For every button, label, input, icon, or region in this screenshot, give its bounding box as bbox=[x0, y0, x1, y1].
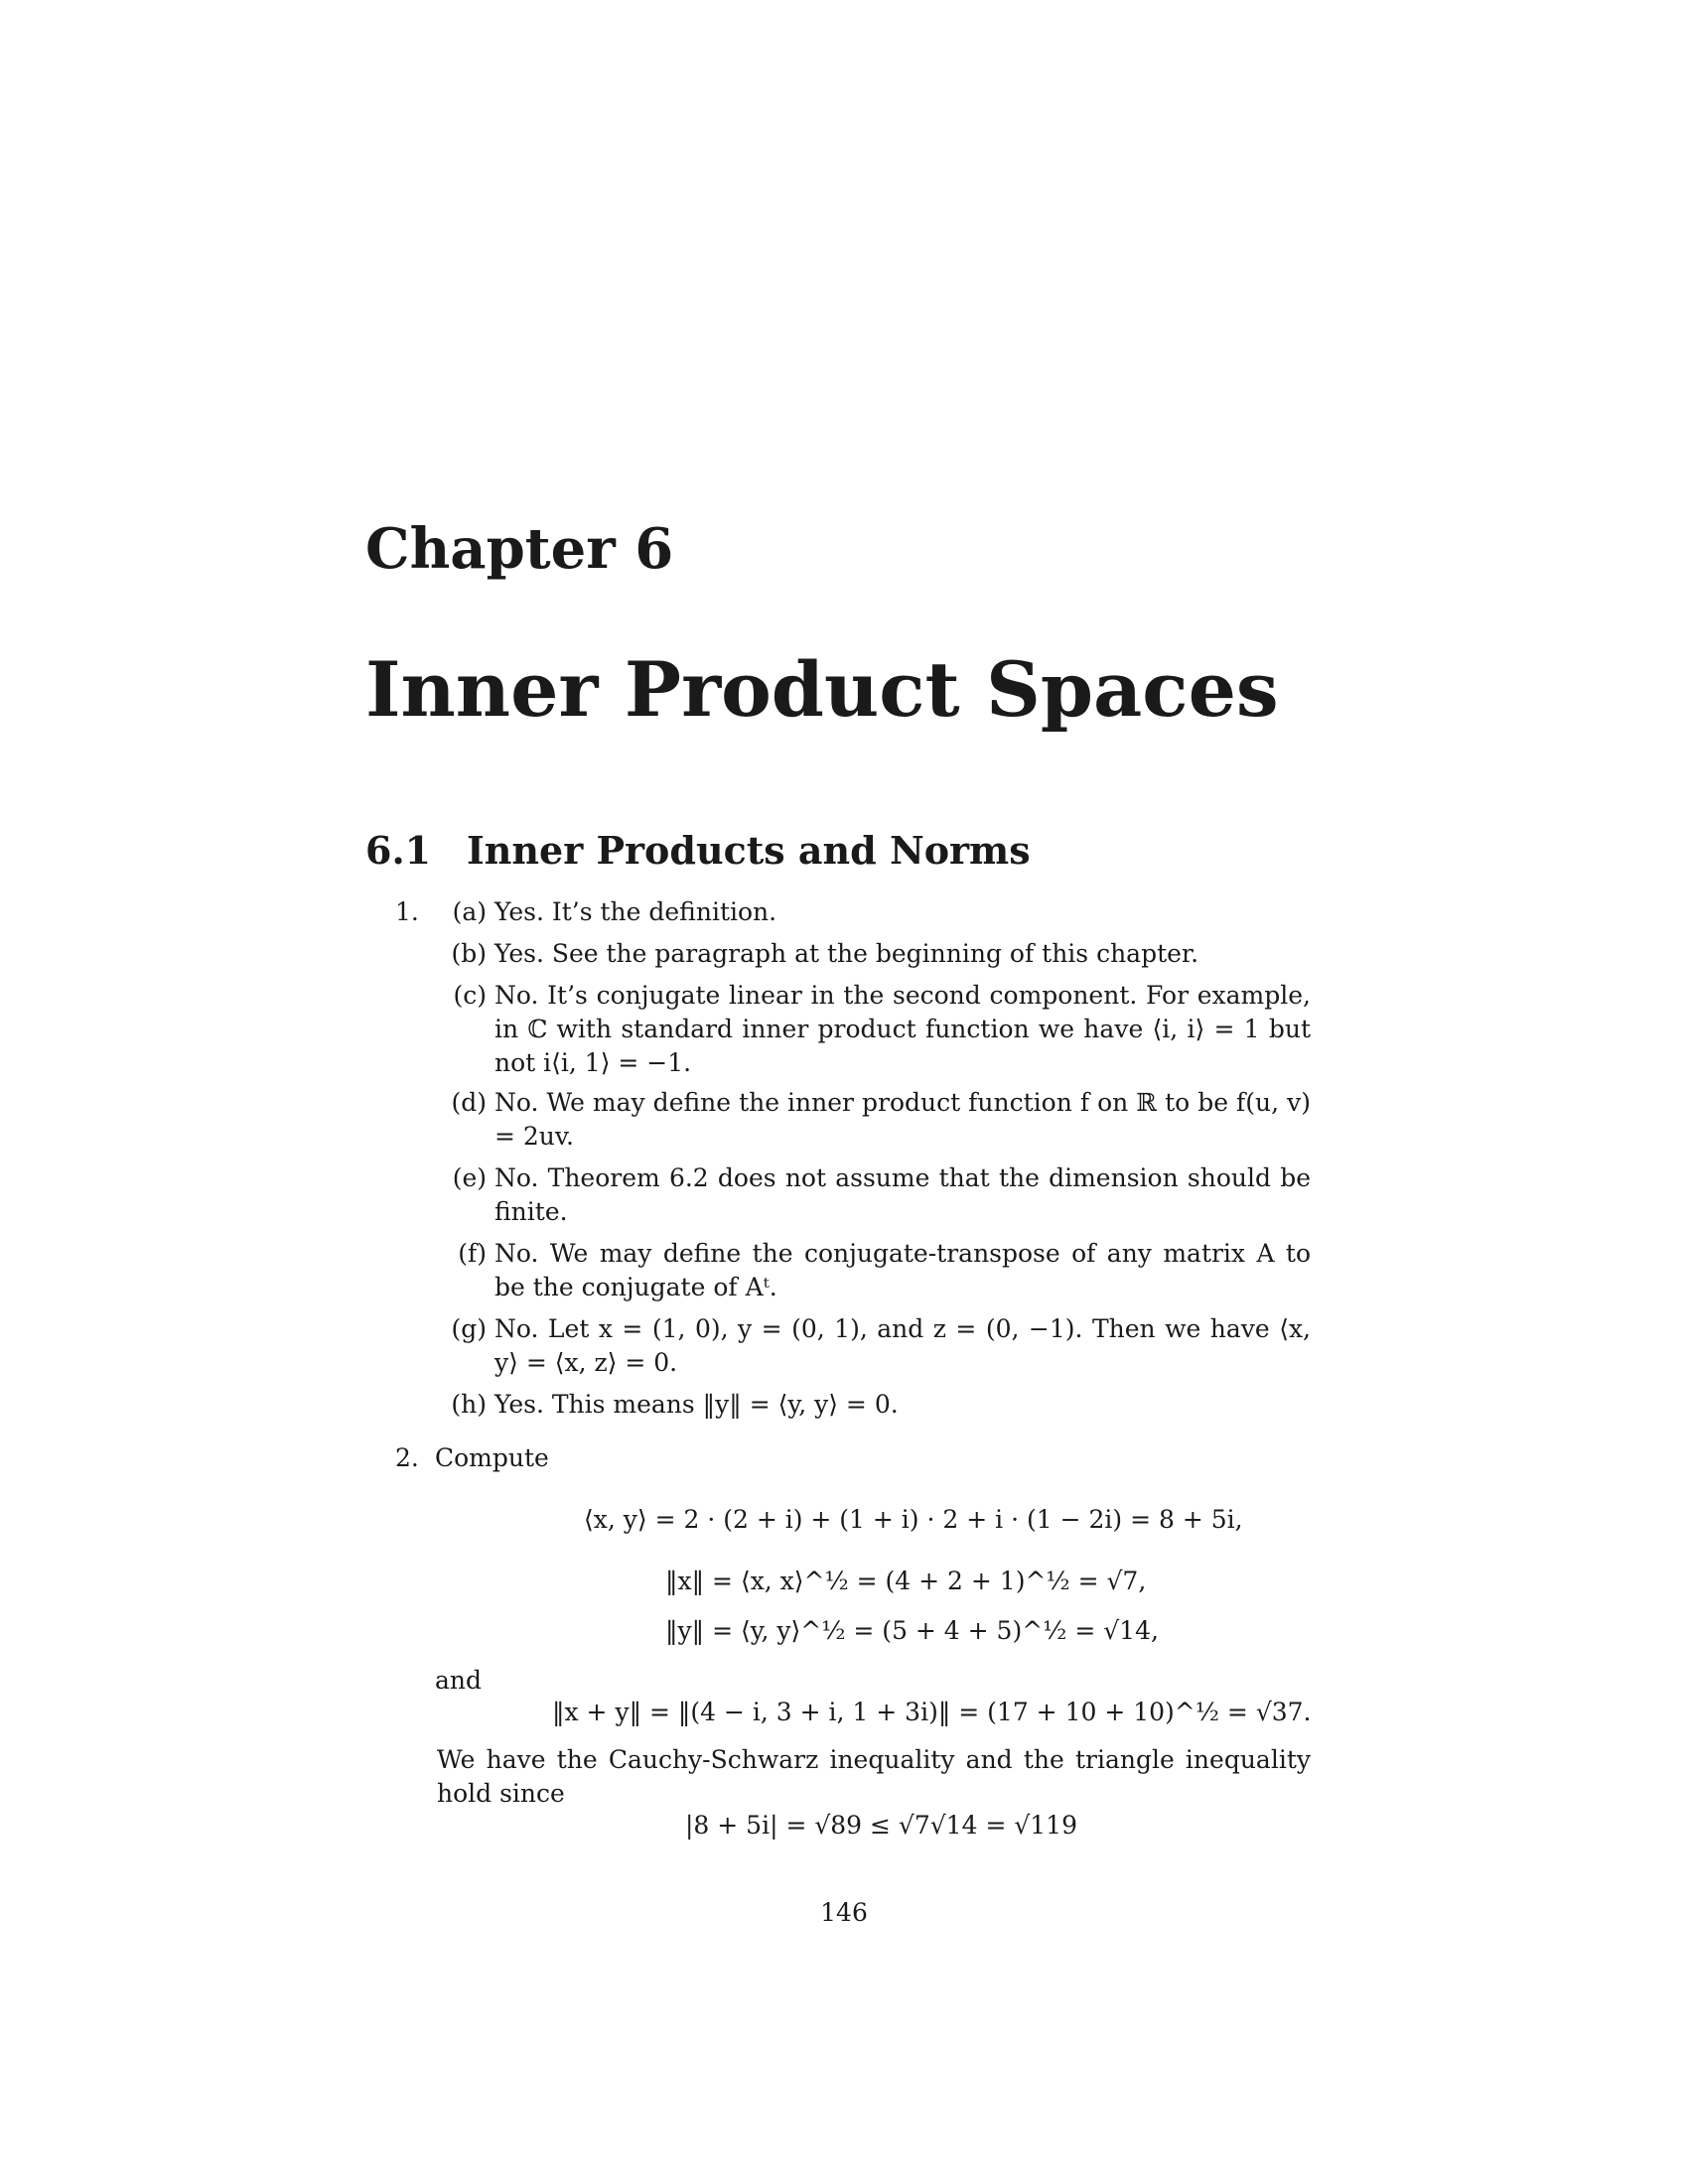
chapter-label: Chapter 6 bbox=[365, 516, 674, 582]
item-text: No. Let x = (1, 0), y = (0, 1), and z = (0, −1). Then we have ⟨x, y⟩ = ⟨x, z⟩ = 0. bbox=[494, 1314, 1311, 1377]
conclusion-paragraph: We have the Cauchy-Schwarz inequality and the triangle inequality hold since bbox=[437, 1745, 1311, 1808]
item-text: Yes. It’s the definition. bbox=[494, 897, 777, 926]
equation-norm-y: ‖y‖ = ⟨y, y⟩^½ = (5 + 4 + 5)^½ = √14, bbox=[665, 1616, 1159, 1645]
section-heading bbox=[365, 828, 1031, 873]
equation-norm-x: ‖x‖ = ⟨x, x⟩^½ = (4 + 2 + 1)^½ = √7, bbox=[665, 1567, 1147, 1595]
item-label: (d) bbox=[451, 1088, 487, 1117]
section-title: Inner Products and Norms bbox=[467, 828, 1031, 873]
chapter-title: Inner Product Spaces bbox=[365, 645, 1279, 734]
list-item bbox=[437, 979, 1311, 1080]
list-item bbox=[437, 1161, 1311, 1229]
item-label: (b) bbox=[451, 939, 487, 968]
item-text: No. We may define the inner product function f on ℝ to be f(u, v) = 2uv. bbox=[494, 1088, 1311, 1151]
section-number: 6.1 bbox=[365, 828, 432, 873]
equation-norm-sum: ‖x + y‖ = ‖(4 − i, 3 + i, 1 + 3i)‖ = (17 + 10 + 10)^½ = √37. bbox=[552, 1698, 1312, 1726]
item-label: (e) bbox=[452, 1163, 487, 1192]
item-label: (h) bbox=[451, 1390, 487, 1419]
item-text: Yes. This means ‖y‖ = ⟨y, y⟩ = 0. bbox=[494, 1390, 899, 1419]
item-text: Yes. See the paragraph at the beginning of this chapter. bbox=[494, 939, 1199, 968]
item-text: No. We may define the conjugate-transpose of any matrix A to be the conjugate of Aᵗ. bbox=[494, 1239, 1311, 1301]
list-item bbox=[437, 937, 1311, 971]
list-item bbox=[437, 1237, 1311, 1304]
item-label: (c) bbox=[453, 981, 487, 1010]
item-label: (g) bbox=[451, 1314, 487, 1343]
list-item bbox=[437, 1388, 1311, 1422]
list-item bbox=[437, 1086, 1311, 1154]
problem-1-number: 1. bbox=[395, 897, 419, 926]
list-item bbox=[437, 895, 1311, 929]
problem-2-intro: Compute bbox=[435, 1443, 549, 1472]
equation-cauchy-schwarz: |8 + 5i| = √89 ≤ √7√14 = √119 bbox=[685, 1811, 1077, 1840]
page-number: 146 bbox=[820, 1898, 868, 1927]
item-label: (a) bbox=[452, 897, 487, 926]
list-item bbox=[437, 1312, 1311, 1380]
equation-inner-product: ⟨x, y⟩ = 2 · (2 + i) + (1 + i) · 2 + i · (1 − 2i) = 8 + 5i, bbox=[584, 1505, 1243, 1534]
connector-and: and bbox=[435, 1666, 483, 1695]
item-text: No. It’s conjugate linear in the second component. For example, in ℂ with standard inner product function we have ⟨i, i⟩ = 1 but not i⟨i, 1⟩ = −1. bbox=[494, 981, 1311, 1077]
problem-2-number: 2. bbox=[395, 1443, 419, 1472]
item-text: No. Theorem 6.2 does not assume that the dimension should be finite. bbox=[494, 1163, 1311, 1226]
item-label: (f) bbox=[458, 1239, 487, 1268]
